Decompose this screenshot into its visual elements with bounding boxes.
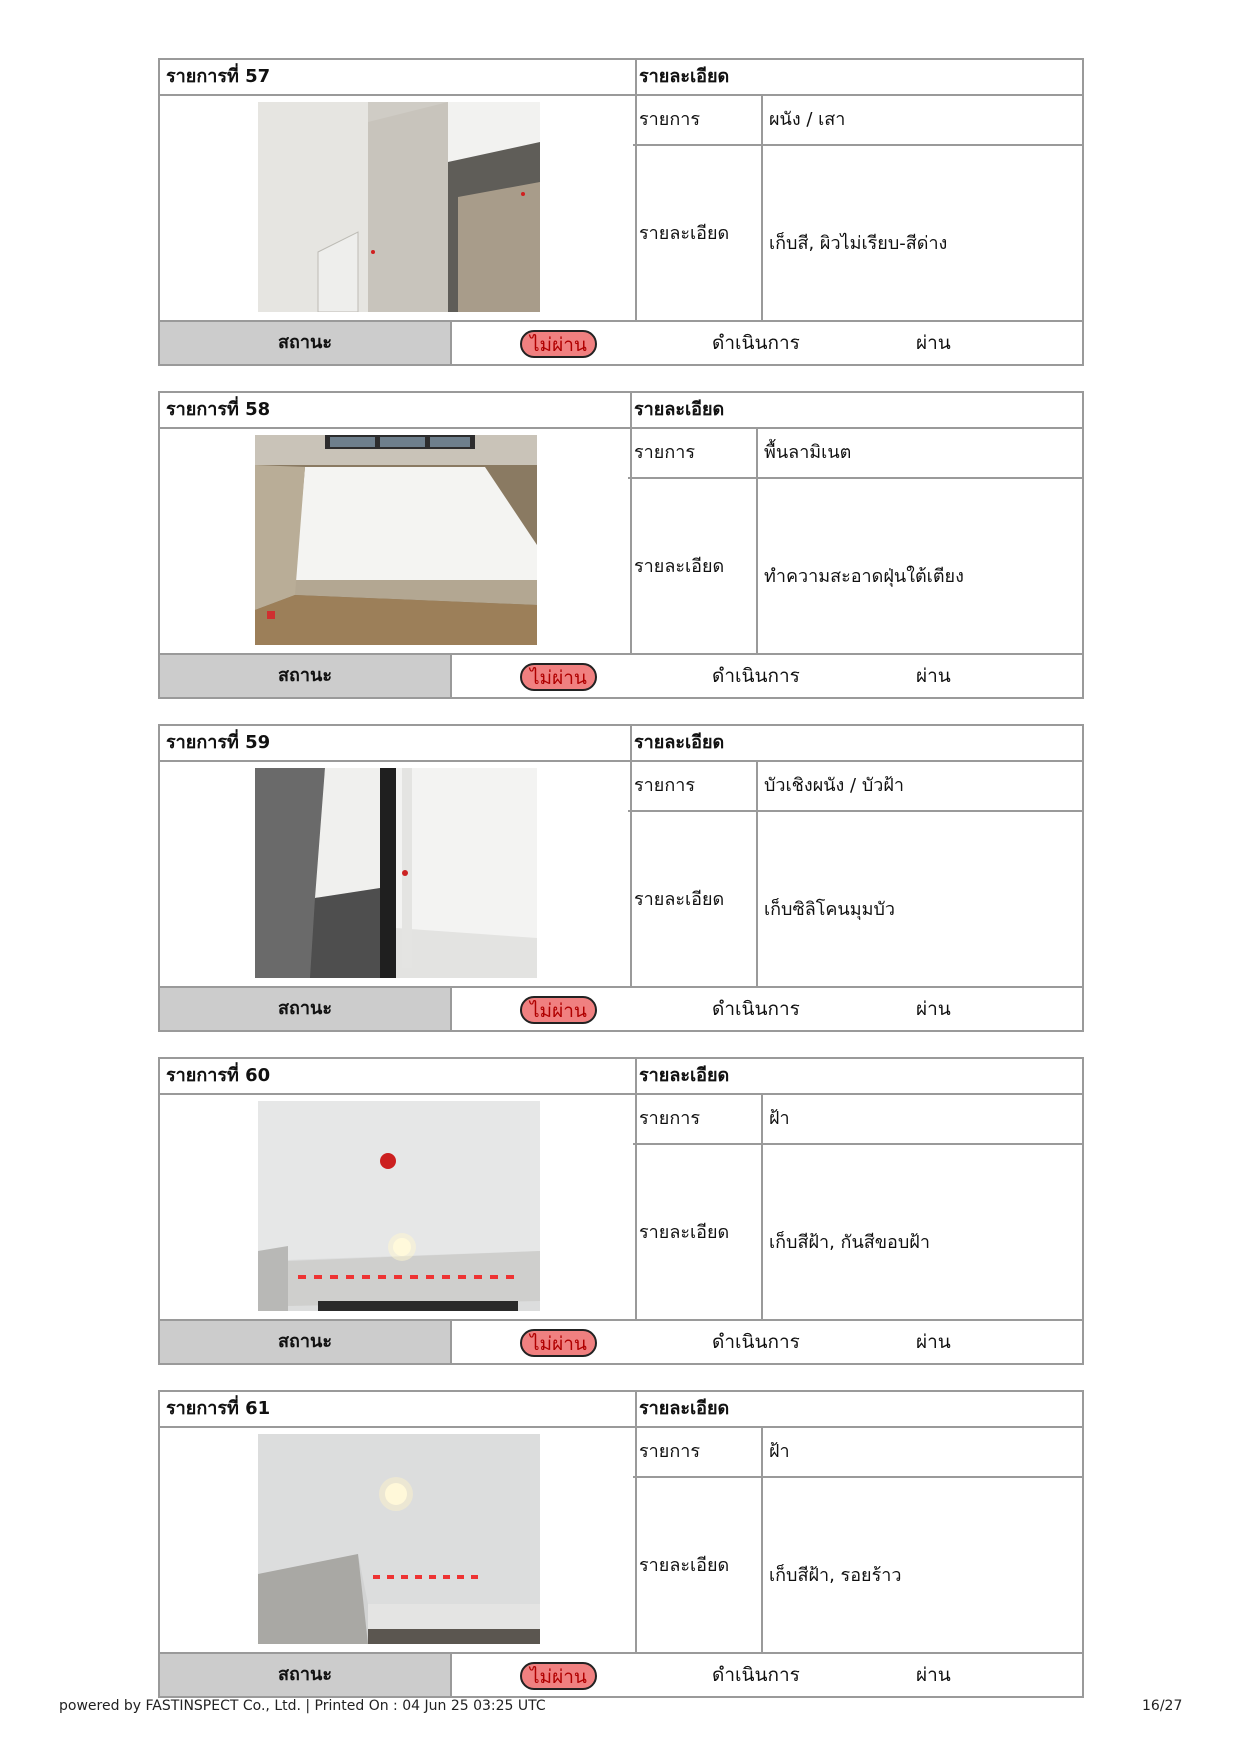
detail-row	[633, 1145, 1082, 1321]
detail-label: รายละเอียด	[628, 812, 758, 988]
item-label: รายการ	[633, 1095, 763, 1143]
detail-label: รายละเอียด	[633, 1145, 763, 1321]
photo-cell	[160, 429, 632, 655]
detail-header: รายละเอียด	[634, 732, 725, 753]
card-header	[160, 1059, 1082, 1095]
detail-value: เก็บสี, ผิวไม่เรียบ-สีด่าง	[769, 233, 948, 254]
ceiling-light-image	[258, 1434, 540, 1644]
status-fail-badge[interactable]: ไม่ผ่าน	[520, 330, 597, 358]
status-row	[160, 986, 1082, 1030]
detail-cell	[633, 1095, 1082, 1321]
inspection-card	[158, 1390, 1084, 1698]
item-row	[628, 429, 1082, 479]
detail-header: รายละเอียด	[634, 399, 725, 420]
photo-cell	[160, 1428, 637, 1654]
status-pass[interactable]: ผ่าน	[916, 1331, 951, 1353]
status-pass[interactable]: ผ่าน	[916, 332, 951, 354]
laminate-floor-bed-image	[255, 435, 537, 645]
card-header	[160, 393, 1082, 429]
ceiling-smoke-detector-image	[258, 1101, 540, 1311]
detail-row	[628, 812, 1082, 988]
status-in-progress[interactable]: ดำเนินการ	[712, 332, 800, 354]
status-in-progress[interactable]: ดำเนินการ	[712, 1331, 800, 1353]
card-header	[160, 726, 1082, 762]
inspection-card	[158, 391, 1084, 699]
item-label: รายการ	[633, 1428, 763, 1476]
status-fail-badge[interactable]: ไม่ผ่าน	[520, 1329, 597, 1357]
status-fail-badge[interactable]: ไม่ผ่าน	[520, 1662, 597, 1690]
baseboard-corner-image	[255, 768, 537, 978]
item-value: ฝ้า	[769, 1108, 790, 1129]
detail-header: รายละเอียด	[639, 66, 730, 87]
item-row	[633, 1428, 1082, 1478]
laminate-floor-bed-photo[interactable]	[255, 435, 537, 645]
detail-row	[628, 479, 1082, 655]
inspection-card	[158, 58, 1084, 366]
card-header	[160, 60, 1082, 96]
detail-label: รายละเอียด	[633, 146, 763, 322]
detail-value: เก็บสีฝ้า, กันสีขอบฝ้า	[769, 1232, 930, 1253]
item-number: รายการที่ 61	[160, 1392, 637, 1426]
detail-header: รายละเอียด	[639, 1398, 730, 1419]
detail-cell	[628, 762, 1082, 988]
status-pass[interactable]: ผ่าน	[916, 665, 951, 687]
item-value: พื้นลามิเนต	[764, 442, 852, 463]
detail-label: รายละเอียด	[633, 1478, 763, 1654]
item-row	[628, 762, 1082, 812]
page-number: 16/27	[1142, 1698, 1183, 1714]
photo-cell	[160, 1095, 637, 1321]
item-number: รายการที่ 60	[160, 1059, 637, 1093]
item-number: รายการที่ 57	[160, 60, 637, 94]
item-label: รายการ	[628, 762, 758, 810]
card-header	[160, 1392, 1082, 1428]
detail-cell	[633, 96, 1082, 322]
status-in-progress[interactable]: ดำเนินการ	[712, 1664, 800, 1686]
detail-header: รายละเอียด	[639, 1065, 730, 1086]
status-fail-badge[interactable]: ไม่ผ่าน	[520, 663, 597, 691]
footer-powered-by: powered by FASTINSPECT Co., Ltd. | Printed On : 04 Jun 25 03:25 UTC	[59, 1698, 546, 1714]
item-row	[633, 96, 1082, 146]
photo-cell	[160, 96, 637, 322]
status-row	[160, 1652, 1082, 1696]
status-fail-badge[interactable]: ไม่ผ่าน	[520, 996, 597, 1024]
status-label: สถานะ	[160, 655, 452, 697]
detail-row	[633, 1478, 1082, 1654]
ceiling-smoke-detector-photo[interactable]	[258, 1101, 540, 1311]
status-in-progress[interactable]: ดำเนินการ	[712, 998, 800, 1020]
detail-value: ทำความสะอาดฝุ่นใต้เตียง	[764, 566, 964, 587]
wall-column-photo[interactable]	[258, 102, 540, 312]
status-label: สถานะ	[160, 322, 452, 364]
status-pass[interactable]: ผ่าน	[916, 1664, 951, 1686]
status-row	[160, 1319, 1082, 1363]
item-value: ผนัง / เสา	[769, 109, 846, 130]
status-row	[160, 320, 1082, 364]
detail-cell	[628, 429, 1082, 655]
photo-cell	[160, 762, 632, 988]
detail-cell	[633, 1428, 1082, 1654]
wall-column-image	[258, 102, 540, 312]
detail-label: รายละเอียด	[628, 479, 758, 655]
detail-row	[633, 146, 1082, 322]
item-number: รายการที่ 59	[160, 726, 632, 760]
detail-value: เก็บสีฝ้า, รอยร้าว	[769, 1565, 902, 1586]
status-row	[160, 653, 1082, 697]
item-row	[633, 1095, 1082, 1145]
status-label: สถานะ	[160, 1321, 452, 1363]
item-label: รายการ	[628, 429, 758, 477]
status-label: สถานะ	[160, 988, 452, 1030]
item-number: รายการที่ 58	[160, 393, 632, 427]
item-value: บัวเชิงผนัง / บัวฝ้า	[764, 775, 905, 796]
status-label: สถานะ	[160, 1654, 452, 1696]
inspection-card	[158, 724, 1084, 1032]
inspection-card	[158, 1057, 1084, 1365]
status-in-progress[interactable]: ดำเนินการ	[712, 665, 800, 687]
status-pass[interactable]: ผ่าน	[916, 998, 951, 1020]
item-value: ฝ้า	[769, 1441, 790, 1462]
detail-value: เก็บซิลิโคนมุมบัว	[764, 899, 896, 920]
item-label: รายการ	[633, 96, 763, 144]
ceiling-light-photo[interactable]	[258, 1434, 540, 1644]
baseboard-corner-photo[interactable]	[255, 768, 537, 978]
